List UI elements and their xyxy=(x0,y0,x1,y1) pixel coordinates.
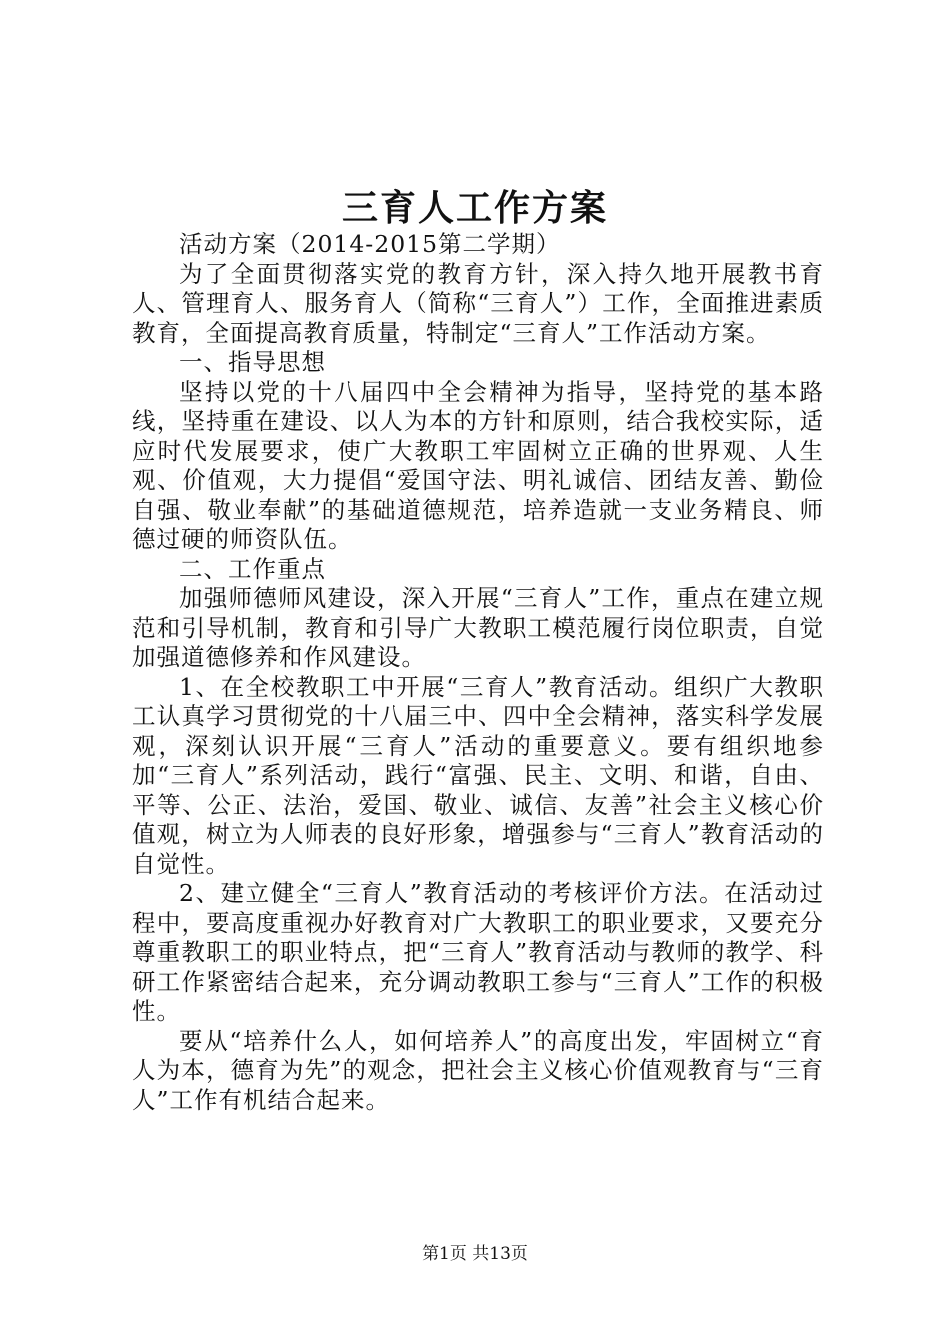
paragraph-intro: 为了全面贯彻落实党的教育方针，深入持久地开展教书育人、管理育人、服务育人（简称“三育人”）工作，全面推进素质教育，全面提高教育质量，特制定“三育人”工作活动方案。 xyxy=(132,259,824,347)
paragraph-closing: 要从“培养什么人，如何培养人”的高度出发，牢固树立“育人为本，德育为先”的观念，把社会主义核心价值观教育与“三育人”工作有机结合起来。 xyxy=(132,1026,824,1114)
paragraph-work-focus: 加强师德师风建设，深入开展“三育人”工作，重点在建立规范和引导机制，教育和引导广大教职工模范履行岗位职责，自觉加强道德修养和作风建设。 xyxy=(132,584,824,671)
paragraph-item-2: 2、建立健全“三育人”教育活动的考核评价方法。在活动过程中，要高度重视办好教育对广大教职工的职业要求，又要充分尊重教职工的职业特点，把“三育人”教育活动与教师的教学、科研工作紧密结合起来，充分调动教职工参与“三育人”工作的积极性。 xyxy=(132,879,824,1025)
paragraph-item-1: 1、在全校教职工中开展“三育人”教育活动。组织广大教职工认真学习贯彻党的十八届三中、四中全会精神，落实科学发展观，深刻认识开展“三育人”活动的重要意义。要有组织地参加“三育人”系列活动，践行“富强、民主、文明、和谐，自由、平等、公正、法治，爱国、敬业、诚信、友善”社会主义核心价值观，树立为人师表的良好形象，增强参与“三育人”教育活动的自觉性。 xyxy=(132,672,824,878)
paragraph-guiding-thought: 坚持以党的十八届四中全会精神为指导，坚持党的基本路线，坚持重在建设、以人为本的方针和原则，结合我校实际，适应时代发展要求，使广大教职工牢固树立正确的世界观、人生观、价值观，大力提倡“爱国守法、明礼诚信、团结友善、勤俭自强、敬业奉献”的基础道德规范，培养造就一支业务精良、师德过硬的师资队伍。 xyxy=(132,377,824,553)
paragraph-subtitle: 活动方案（2014-2015第二学期） xyxy=(179,230,561,258)
page-number-footer: 第1页 共13页 xyxy=(422,1244,528,1264)
document-title: 三育人工作方案 xyxy=(341,187,608,229)
section-heading-work-focus: 二、工作重点 xyxy=(179,554,326,583)
document-body xyxy=(132,230,824,1115)
section-heading-guiding-thought: 一、指导思想 xyxy=(179,348,326,376)
